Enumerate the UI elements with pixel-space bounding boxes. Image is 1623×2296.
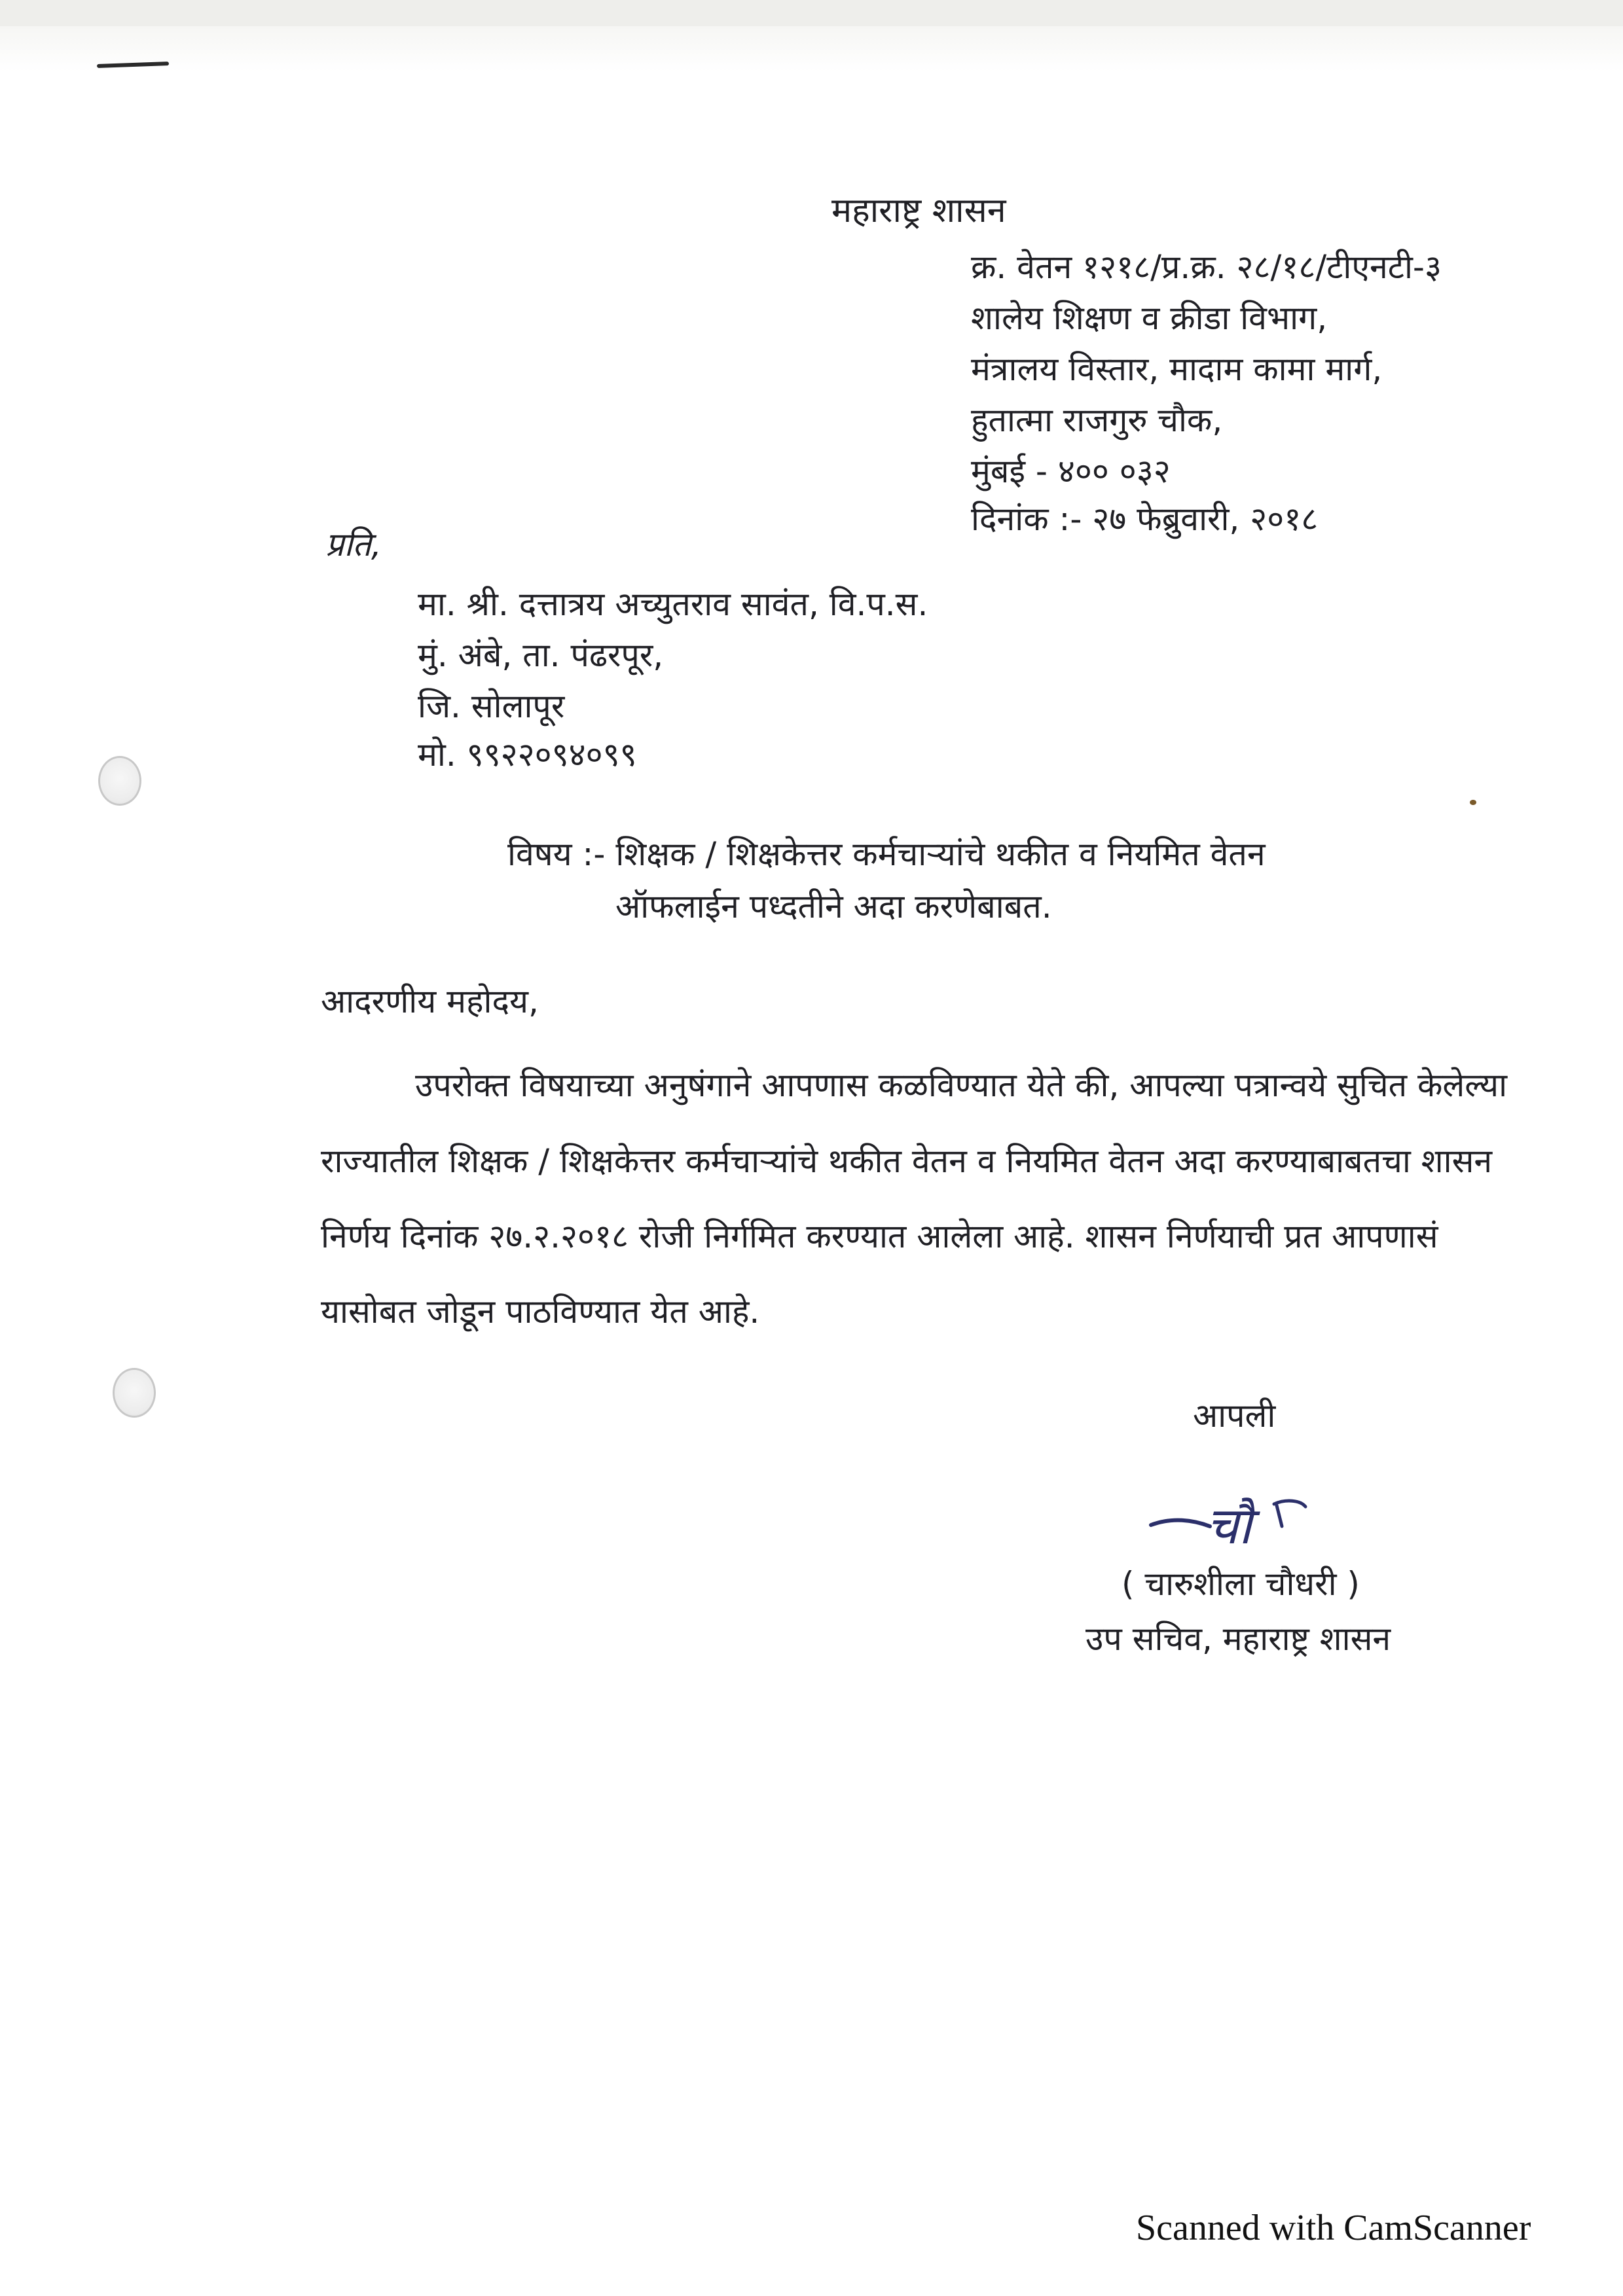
recipient-address-line1: मुं. अंबे, ता. पंढरपूर, xyxy=(418,636,664,674)
signatory-name: ( चारुशीला चौधरी ) xyxy=(1122,1565,1360,1603)
letter-date: दिनांक :- २७ फेब्रुवारी, २०१८ xyxy=(971,500,1319,538)
scan-edge xyxy=(0,0,1623,26)
recipient-prefix: प्रति, xyxy=(325,526,382,564)
city-pincode: मुंबई - ४०० ०३२ xyxy=(971,452,1171,490)
body-line3: निर्णय दिनांक २७.२.२०१८ रोजी निर्गमित करण्यात आलेला आहे. शासन निर्णयाची प्रत आपणासं xyxy=(321,1217,1438,1255)
salutation: आदरणीय महोदय, xyxy=(321,982,539,1020)
body-line4: यासोबत जोडून पाठविण्यात येत आहे. xyxy=(321,1293,760,1331)
department-name: शालेय शिक्षण व क्रीडा विभाग, xyxy=(971,299,1328,337)
government-heading: महाराष्ट्र शासन xyxy=(831,191,1006,230)
recipient-name: मा. श्री. दत्तात्रय अच्युतराव सावंत, वि.प.स. xyxy=(418,585,928,623)
subject-line2: ऑफलाईन पध्दतीने अदा करणेबाबत. xyxy=(615,888,1052,925)
subject-line1: विषय :- शिक्षक / शिक्षकेत्तर कर्मचाऱ्यांचे थकीत व नियमित वेतन xyxy=(507,835,1266,873)
valediction: आपली xyxy=(1193,1397,1276,1435)
building-address: मंत्रालय विस्तार, मादाम कामा मार्ग, xyxy=(971,350,1383,388)
punch-hole-lower xyxy=(113,1368,156,1418)
signature xyxy=(1146,1486,1316,1564)
body-line1: उपरोक्त विषयाच्या अनुषंगाने आपणास कळविण्यात येते की, आपल्या पत्रान्वये सुचित केलेल्या xyxy=(415,1066,1508,1104)
signature-icon xyxy=(1146,1486,1316,1564)
signatory-designation: उप सचिव, महाराष्ट्र शासन xyxy=(1085,1620,1391,1658)
scanner-watermark: Scanned with CamScanner xyxy=(1136,2208,1531,2248)
paper-speck xyxy=(1470,800,1476,805)
body-line2: राज्यातील शिक्षक / शिक्षकेत्तर कर्मचाऱ्यांचे थकीत वेतन व नियमित वेतन अदा करण्याबाबतचा शासन xyxy=(321,1142,1493,1180)
recipient-mobile: मो. ९९२२०९४०९९ xyxy=(418,736,637,774)
signature-text: चौ xyxy=(1206,1497,1252,1556)
reference-number: क्र. वेतन १२१८/प्र.क्र. २८/१८/टीएनटी-३ xyxy=(971,248,1442,286)
chowk-address: हुतात्मा राजगुरु चौक, xyxy=(971,401,1223,439)
punch-hole-upper xyxy=(98,756,141,806)
recipient-address-line2: जि. सोलापूर xyxy=(418,687,565,725)
